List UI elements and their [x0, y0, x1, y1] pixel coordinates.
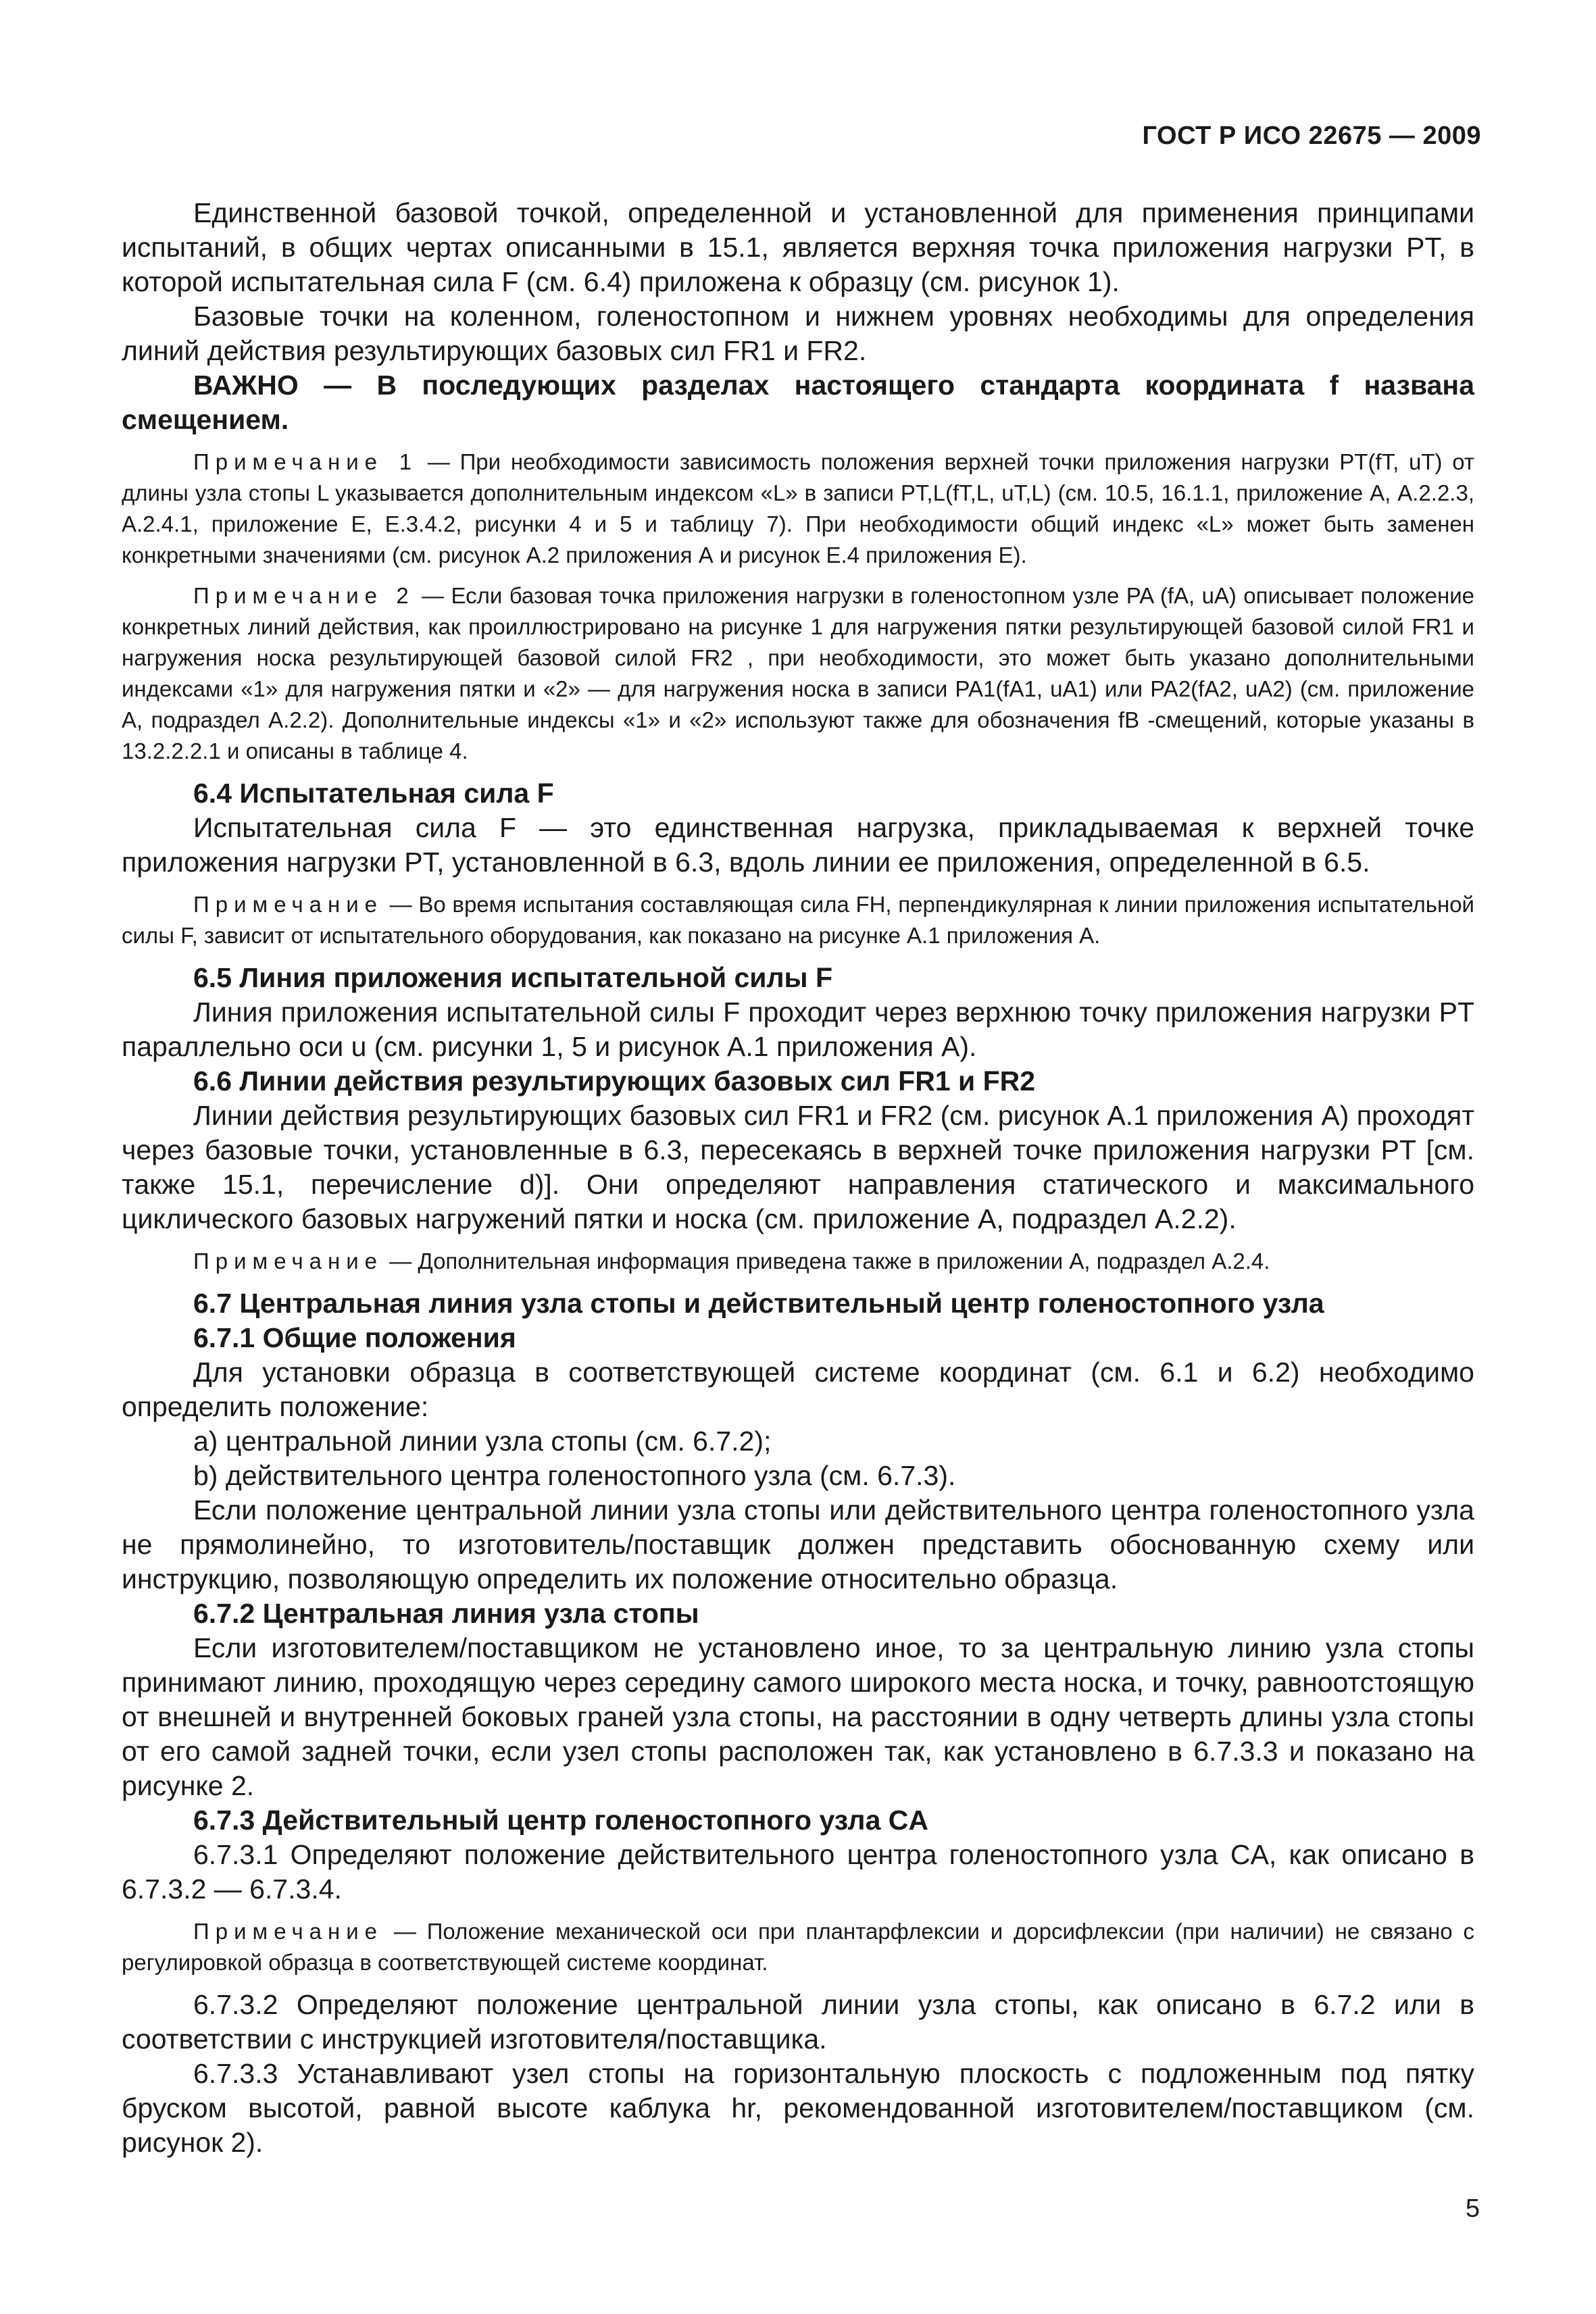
paragraph: Если изготовителем/поставщиком не установлено иное, то за центральную линию узла стопы принимают линию, проходящую через середину самого широкого места носка, и точку, равноотстоящую от внешней и внутренней боковых граней узла стопы, на расстоянии в одну четверть длины узла стопы от его самой задней точки, если узел стопы расположен так, как установлено в 6.7.3.3 и показано на рисунке 2.: [122, 1632, 1474, 1801]
note-text: — Во время испытания составляющая сила FH, перпендикулярная к линии приложения испытательной силы F, зависит от испытательного оборудования, как показано на рисунке А.1 приложения А.: [122, 892, 1474, 948]
note: [122, 447, 1474, 571]
section-heading: 6.7 Центральная линия узла стопы и действительный центр голеностопного узла: [193, 1288, 1324, 1319]
standard-header: ГОСТ Р ИСО 22675 — 2009: [1142, 122, 1481, 150]
document-body: [122, 196, 1474, 2160]
paragraph: Для установки образца в соответствующей системе координат (см. 6.1 и 6.2) необходимо определить положение:: [122, 1357, 1474, 1422]
note-label: Примечание: [193, 1249, 384, 1274]
list-item: a) центральной линии узла стопы (см. 6.7.2);: [193, 1426, 772, 1457]
important-notice: ВАЖНО — В последующих разделах настоящего стандарта координата f названа смещением.: [122, 370, 1474, 435]
note-text: — При необходимости зависимость положения верхней точки приложения нагрузки PT(fT, uT) от длины узла стопы L указывается дополнительным индексом «L» в записи PT,L(fT,L, uT,L) (см. 10.5, 16.1.1, приложение А, А.2.2.3, А.2.4.1, приложение Е, Е.3.4.2, рисунки 4 и 5 и таблицу 7). При необходимости общий индекс «L» может быть заменен конкретными значениями (см. рисунок А.2 приложения А и рисунок Е.4 приложения Е).: [122, 449, 1475, 568]
note-label: Примечание: [193, 892, 384, 917]
paragraph: 6.7.3.2 Определяют положение центральной линии узла стопы, как описано в 6.7.2 или в соответствии с инструкцией изготовителя/поставщика.: [122, 1989, 1474, 2055]
note: [122, 580, 1474, 767]
note-text: — Дополнительная информация приведена также в приложении А, подраздел А.2.4.: [383, 1249, 1270, 1274]
paragraph: Базовые точки на коленном, голеностопном и нижнем уровнях необходимы для определения линий действия результирующих базовых сил FR1 и FR2.: [122, 301, 1474, 366]
section-heading: 6.4 Испытательная сила F: [193, 778, 554, 809]
section-heading: 6.5 Линия приложения испытательной силы F: [193, 962, 832, 993]
paragraph: Единственной базовой точкой, определенной и установленной для применения принципами испытаний, в общих чертах описанными в 15.1, является верхняя точка приложения нагрузки PT, в которой испытательная сила F (см. 6.4) приложена к образцу (см. рисунок 1).: [122, 197, 1474, 297]
paragraph: 6.7.3.3 Устанавливают узел стопы на горизонтальную плоскость с подложенным под пятку бруском высотой, равной высоте каблука hr, рекомендованной изготовителем/поставщиком (см. рисунок 2).: [122, 2058, 1474, 2158]
note: [122, 889, 1474, 951]
note: [122, 1916, 1474, 1978]
paragraph: Испытательная сила F — это единственная нагрузка, прикладываемая к верхней точке приложения нагрузки PT, установленной в 6.3, вдоль линии ее приложения, определенной в 6.5.: [122, 812, 1474, 878]
list-item: b) действительного центра голеностопного узла (см. 6.7.3).: [193, 1460, 956, 1491]
paragraph: Линия приложения испытательной силы F проходит через верхнюю точку приложения нагрузки PT параллельно оси u (см. рисунки 1, 5 и рисунок А.1 приложения А).: [122, 997, 1474, 1062]
note-text: — Если базовая точка приложения нагрузки в голеностопном узле PA (fA, uA) описывает положение конкретных линий действия, как проиллюстрировано на рисунке 1 для нагружения пятки результирующей базовой силой FR1 и нагружения носка результирующей базовой силой FR2 , при необходимости, это может быть указано дополнительными индексами «1» для нагружения пятки и «2» — для нагружения носка в записи PA1(fA1, uA1) или PA2(fA2, uA2) (см. приложение А, подраздел А.2.2). Дополнительные индексы «1» и «2» используют также для обозначения fB -смещений, которые указаны в 13.2.2.2.1 и описаны в таблице 4.: [122, 583, 1474, 763]
subsection-heading: 6.7.1 Общие положения: [193, 1322, 516, 1353]
note: [122, 1246, 1474, 1277]
paragraph: 6.7.3.1 Определяют положение действительного центра голеностопного узла CA, как описано в 6.7.3.2 — 6.7.3.4.: [122, 1839, 1474, 1905]
paragraph: Если положение центральной линии узла стопы или действительного центра голеностопного узла не прямолинейно, то изготовитель/поставщик должен представить обоснованную схему или инструкцию, позволяющую определить их положение относительно образца.: [122, 1494, 1474, 1594]
paragraph: Линии действия результирующих базовых сил FR1 и FR2 (см. рисунок А.1 приложения А) проходят через базовые точки, установленные в 6.3, пересекаясь в верхней точке приложения нагрузки PT [см. также 15.1, перечисление d)]. Они определяют направления статического и максимального циклического базовых нагружений пятки и носка (см. приложение А, подраздел А.2.2).: [122, 1100, 1474, 1234]
note-label: Примечание 1: [193, 449, 418, 474]
note-label: Примечание 2: [193, 583, 415, 608]
section-heading: 6.6 Линии действия результирующих базовых сил FR1 и FR2: [193, 1065, 1036, 1097]
subsection-heading: 6.7.3 Действительный центр голеностопного узла CA: [193, 1805, 929, 1836]
note-label: Примечание: [193, 1919, 384, 1944]
page-number: 5: [1465, 2194, 1480, 2223]
subsection-heading: 6.7.2 Центральная линия узла стопы: [193, 1598, 699, 1629]
note-text: — Положение механической оси при плантарфлексии и дорсифлексии (при наличии) не связано с регулировкой образца в соответствующей системе координат.: [122, 1919, 1474, 1975]
